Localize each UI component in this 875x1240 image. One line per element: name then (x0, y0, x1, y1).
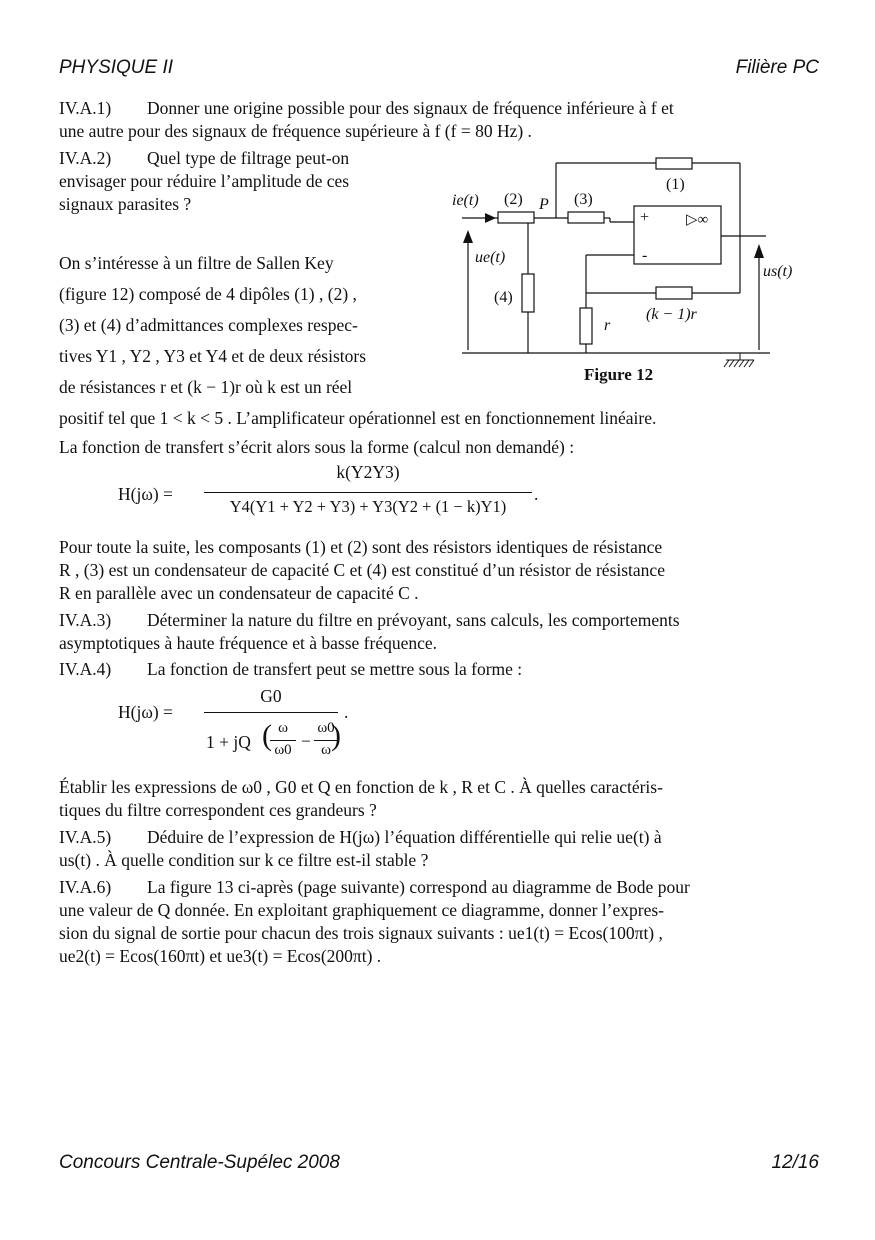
question-text: Quel type de filtrage peut-on (147, 148, 350, 168)
question-text: une valeur de Q donnée. En exploitant graphiquement ce diagramme, donner l’expres- (59, 900, 664, 920)
question-text: Déterminer la nature du filtre en prévoyant, sans calculs, les comportements (147, 610, 680, 630)
eq2-f1-den: ω0 (274, 742, 292, 758)
question-text: Donner une origine possible pour des signaux de fréquence inférieure à f et (147, 98, 674, 118)
eq2-den-pre: 1 + jQ (206, 732, 251, 752)
label-ie: ie(t) (452, 192, 479, 209)
question-text: La figure 13 ci-après (page suivante) correspond au diagramme de Bode pour (147, 877, 690, 897)
eq1-fraction-bar (204, 492, 532, 493)
label-1: (1) (666, 176, 685, 193)
intro-line: La fonction de transfert s’écrit alors sous la forme (calcul non demandé) : (59, 437, 575, 457)
eq2-lhs: H(jω) = (118, 702, 173, 722)
question-text: ue2(t) = Ecos(160πt) et ue3(t) = Ecos(200πt) . (59, 946, 382, 966)
question-text: sion du signal de sortie pour chacun des trois signaux suivants : ue1(t) = Ecos(100πt) , (59, 923, 663, 943)
ground-symbol (724, 353, 754, 367)
footer-contest: Concours Centrale-Supélec 2008 (59, 1152, 340, 1173)
eq1-numerator: k(Y2Y3) (336, 462, 400, 482)
dipole-3 (568, 212, 604, 223)
question-text: us(t) . À quelle condition sur k ce filtre est-il stable ? (59, 850, 429, 870)
question-iva6 (59, 876, 817, 968)
components-line: R , (3) est un condensateur de capacité C et (4) est constitué d’un résistor de résistance (59, 560, 665, 580)
label-3: (3) (574, 191, 593, 208)
eq2-f1-num: ω (278, 720, 288, 736)
intro-line: (3) et (4) d’admittances complexes respec- (59, 315, 358, 335)
intro-line: On s’intéresse à un filtre de Sallen Key (59, 253, 334, 273)
eq2-f1-bar (270, 740, 296, 741)
eq2-fraction-bar (204, 712, 338, 713)
question-label: IV.A.4) (59, 659, 112, 679)
label-p: P (539, 196, 549, 213)
label-2: (2) (504, 191, 523, 208)
opamp-symbol: ▷∞ (686, 212, 709, 228)
dipole-1 (656, 158, 692, 169)
question-text: asymptotiques à haute fréquence et à basse fréquence. (59, 633, 438, 653)
eq2-period: . (344, 702, 349, 722)
ue-arrow (463, 230, 473, 243)
question-text: La fonction de transfert peut se mettre sous la forme : (147, 659, 523, 679)
question-label: IV.A.2) (59, 148, 112, 168)
question-text: une autre pour des signaux de fréquence supérieure à f (f = 80 Hz) . (59, 121, 532, 141)
intro-line: de résistances r et (k − 1)r où k est un réel (59, 377, 353, 397)
label-us: us(t) (763, 263, 793, 280)
intro-line: tives Y1 , Y2 , Y3 et Y4 et de deux résistors (59, 346, 367, 366)
intro-line: positif tel que 1 < k < 5 . L’amplificateur opérationnel est en fonctionnement linéaire. (59, 408, 657, 428)
question-iva4 (59, 658, 817, 681)
question-iva3 (59, 609, 817, 655)
eq1-period: . (534, 484, 539, 504)
eq1-lhs: H(jω) = (118, 484, 173, 504)
eq2-f2-den: ω (321, 742, 331, 758)
components-line: Pour toute la suite, les composants (1) et (2) sont des résistors identiques de résistance (59, 537, 663, 557)
header-track: Filière PC (735, 57, 819, 78)
footer-page-number: 12/16 (771, 1152, 819, 1173)
header-title: PHYSIQUE II (59, 57, 174, 78)
question-text: envisager pour réduire l’amplitude de ces (59, 171, 350, 191)
eq1-denominator: Y4(Y1 + Y2 + Y3) + Y3(Y2 + (1 − k)Y1) (229, 497, 507, 516)
question-iva2 (59, 147, 433, 216)
intro-paragraph (59, 248, 433, 403)
eq2-paren-open: ( (262, 719, 272, 752)
label-r: r (604, 317, 611, 334)
resistor-r (580, 308, 592, 344)
label-k1r: (k − 1)r (646, 306, 697, 323)
circuit-figure-12 (448, 150, 793, 390)
eq2-minus: − (301, 731, 311, 751)
eq2-paren-close: ) (331, 719, 341, 752)
eq2-f2-num: ω0 (317, 720, 335, 736)
intro-line: (figure 12) composé de 4 dipôles (1) , (2) , (59, 284, 357, 304)
question-text: Établir les expressions de ω0 , G0 et Q en fonction de k , R et C . À quelles caractéris- (59, 777, 663, 797)
label-4: (4) (494, 289, 513, 306)
question-label: IV.A.5) (59, 827, 112, 847)
question-label: IV.A.6) (59, 877, 112, 897)
dipole-2 (498, 212, 534, 223)
figure-caption: Figure 12 (584, 365, 654, 384)
question-iva5 (59, 826, 817, 872)
question-text: signaux parasites ? (59, 194, 192, 214)
label-ue: ue(t) (475, 249, 506, 266)
components-paragraph (59, 536, 817, 605)
question-iva4-cont (59, 776, 817, 822)
resistor-k1r (656, 287, 692, 299)
components-line: R en parallèle avec un condensateur de capacité C . (59, 583, 419, 603)
question-label: IV.A.3) (59, 610, 112, 630)
us-arrow (754, 244, 764, 258)
current-arrow (485, 213, 496, 223)
question-iva1 (59, 97, 817, 143)
question-label: IV.A.1) (59, 98, 112, 118)
eq2-numerator: G0 (260, 686, 282, 706)
opamp-minus: - (642, 247, 648, 264)
question-text: tiques du filtre correspondent ces grandeurs ? (59, 800, 377, 820)
dipole-4 (522, 274, 534, 312)
intro-paragraph-cont (59, 404, 817, 462)
opamp-plus: + (640, 209, 650, 226)
question-text: Déduire de l’expression de H(jω) l’équation différentielle qui relie ue(t) à (147, 827, 662, 847)
